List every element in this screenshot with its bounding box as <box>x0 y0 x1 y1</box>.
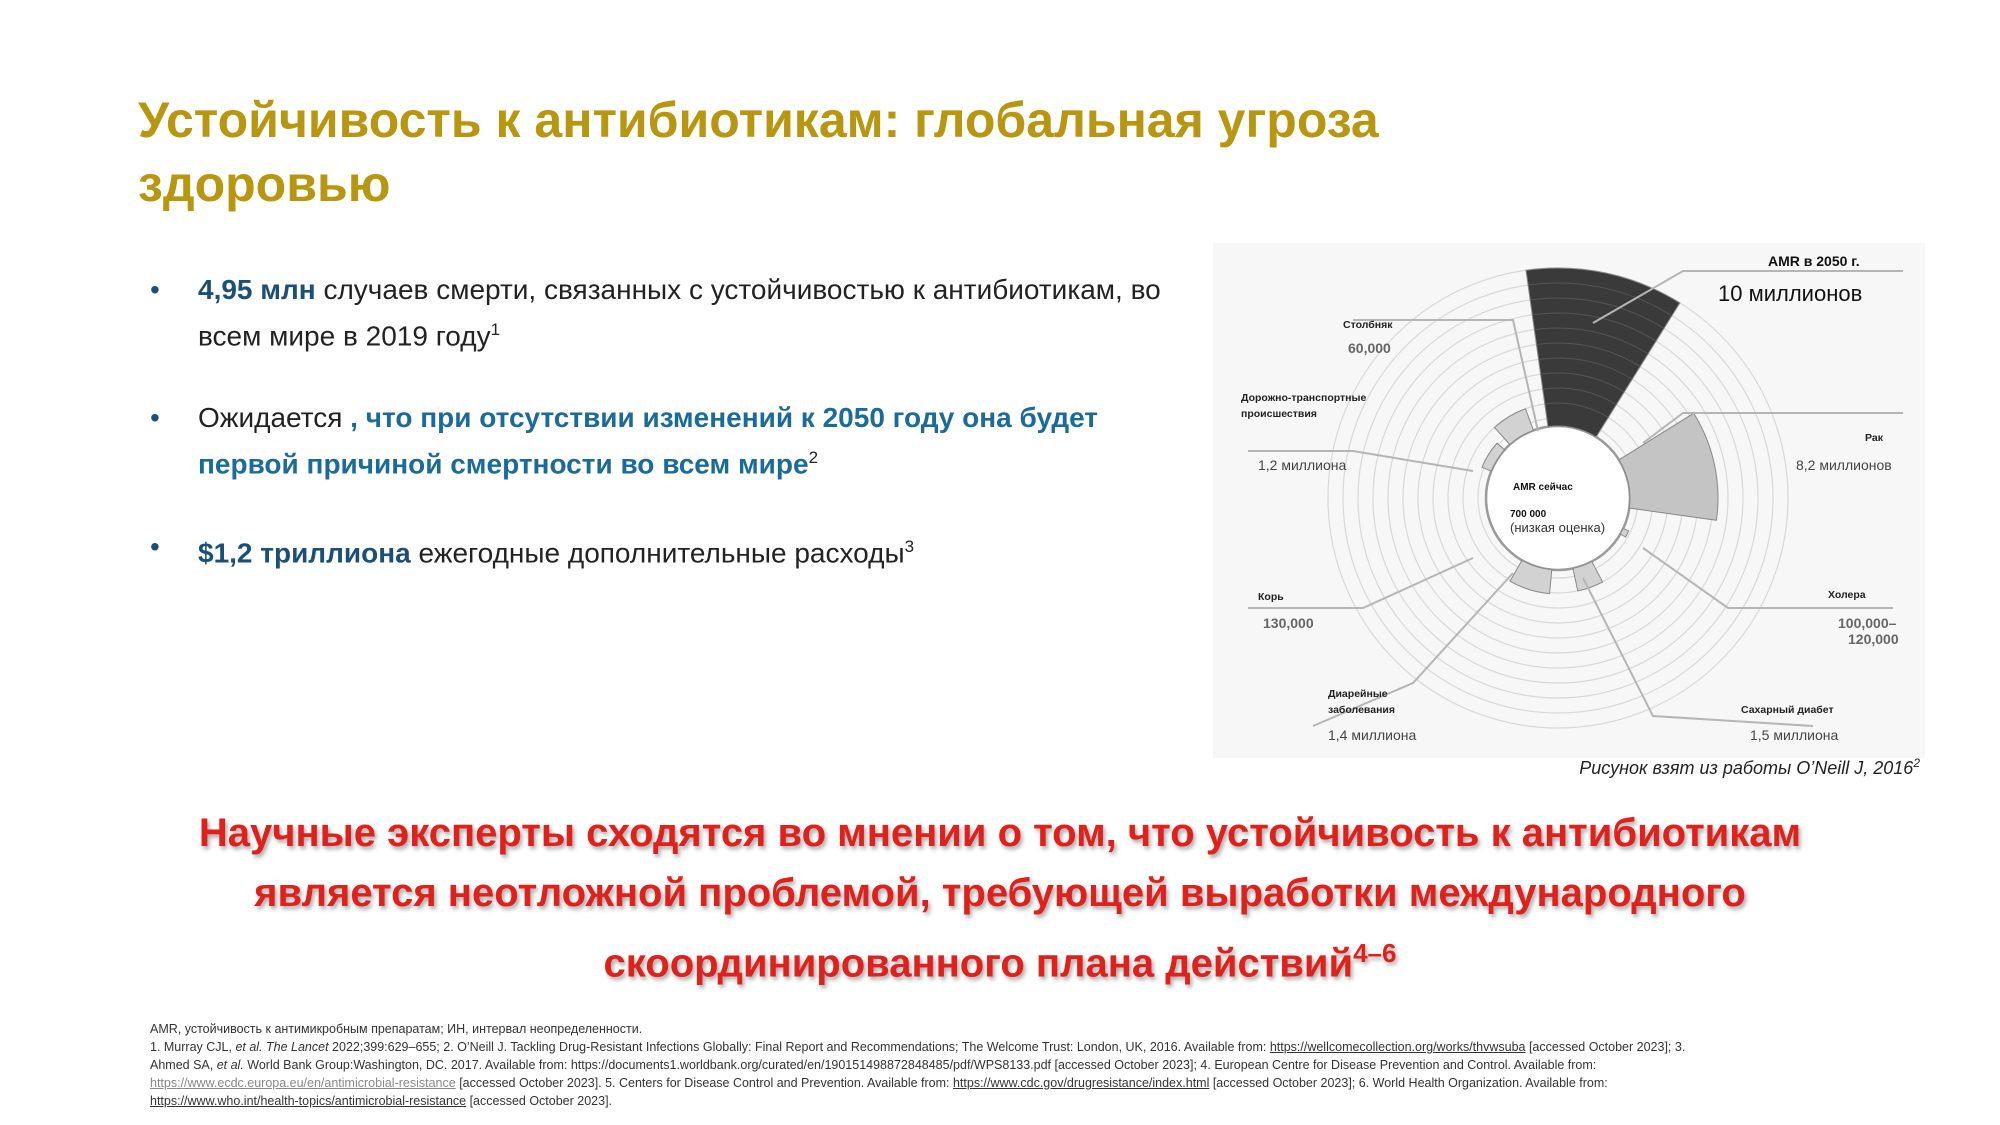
label-amr2050-title: AMR в 2050 г. <box>1768 253 1860 269</box>
conclusion-line-3 <box>80 923 1920 993</box>
label-cholera-title: Холера <box>1828 589 1866 601</box>
bullet-costs-text: ежегодные дополнительные расходы <box>410 536 905 568</box>
label-cholera-value-2: 120,000 <box>1848 631 1899 647</box>
page-title: Устойчивость к антибиотикам: глобальная угроза здоровью <box>138 92 1379 212</box>
label-diarrhea-title-1: Диарейные <box>1328 688 1388 700</box>
sector-cancer <box>1619 413 1718 520</box>
bullet-deaths-text: случаев смерти, связанных с устойчивостью к антибиотикам, во всем мире в 2019 году <box>198 274 1161 352</box>
references-abbreviations: AMR, устойчивость к антимикробным препаратам; ИН, интервал неопределенности. <box>150 1022 643 1036</box>
ref-link-who[interactable]: https://www.who.int/health-topics/antimicrobial-resistance <box>150 1094 467 1108</box>
label-cancer-title: Рак <box>1865 432 1883 444</box>
ref-text: 1. Murray CJL, <box>150 1040 236 1054</box>
references-line-4 <box>150 1074 1850 1092</box>
references-line-2 <box>150 1038 1850 1056</box>
label-amr-now-title: AMR сейчас <box>1513 482 1573 493</box>
figure-caption-sup: 2 <box>1913 756 1920 770</box>
sector-amr-2050 <box>1526 268 1680 437</box>
ref-text: [accessed October 2023]; 6. World Health Organization. Available from: <box>1209 1076 1608 1090</box>
bullet-dot: • <box>150 402 160 434</box>
references-line-3 <box>150 1056 1850 1074</box>
label-diabetes-value: 1,5 миллиона <box>1750 727 1839 743</box>
label-diarrhea-value: 1,4 миллиона <box>1328 727 1417 743</box>
label-measles-value: 130,000 <box>1263 615 1314 631</box>
bullet-forecast-text: Ожидается <box>198 402 343 434</box>
diagram-center-circle <box>1486 426 1630 570</box>
label-diabetes-title: Сахарный диабет <box>1741 704 1834 716</box>
bullet-deaths-sup: 1 <box>490 320 501 339</box>
ref-text: [accessed October 2023]. <box>466 1094 613 1108</box>
bullet-costs <box>150 527 1190 573</box>
references-line-5 <box>150 1092 1850 1110</box>
figure-caption-text: Рисунок взят из работы O’Neill J, 2016 <box>1579 758 1914 778</box>
ref-text: 2022;399:629–655; 2. O’Neill J. Tackling Drug-Resistant Infections Globally: Final Report and Recommendations; The Welcome Trust: London, UK, 2016. Available from: <box>328 1040 1270 1054</box>
label-tetanus-title: Столбняк <box>1343 319 1393 331</box>
conclusion-line-2: является неотложной проблемой, требующей выработки международного <box>254 871 1746 915</box>
figure-caption <box>1450 756 1920 779</box>
bullet-dot: • <box>150 274 160 305</box>
label-amr2050-value: 10 миллионов <box>1718 281 1863 306</box>
ref-text: Ahmed SA, <box>150 1058 217 1072</box>
label-cancer-value: 8,2 миллионов <box>1796 457 1892 473</box>
bullet-costs-sup: 3 <box>904 536 915 556</box>
label-road-title-2: происшествия <box>1241 408 1317 420</box>
bullet-deaths-strong: 4,95 млн <box>198 274 316 305</box>
conclusion-line-3-text: скоординированного плана действий <box>603 941 1354 986</box>
amr-radial-diagram <box>1213 243 1925 758</box>
label-amr-now-value: 700 000 <box>1510 509 1547 520</box>
ref-link-cdc[interactable]: https://www.cdc.gov/drugresistance/index.html <box>952 1076 1210 1090</box>
bullet-forecast-sup: 2 <box>808 448 819 468</box>
ref-italic: et al. <box>216 1058 244 1072</box>
ref-text: [accessed October 2023]. 5. Centers for Disease Control and Prevention. Available from: <box>455 1076 953 1090</box>
label-cholera-value-1: 100,000– <box>1838 615 1897 631</box>
bullet-dot: • <box>150 530 160 562</box>
amr-deaths-figure <box>1213 243 1925 758</box>
ref-text: [accessed October 2023]; 3. <box>1525 1040 1686 1054</box>
ref-text: World Bank Group:Washington, DC. 2017. Available from: https://documents1.worldbank.org/curated/en/190151498872848485/pdf/WPS8133.pdf [accessed October 2023]; 4. European Centre for Disease Prevention and Control. Available from: <box>243 1058 1597 1072</box>
conclusion-line-1: Научные эксперты сходятся во мнении о том, что устойчивость к антибиотикам <box>198 811 1802 855</box>
conclusion-sup: 4–6 <box>1353 938 1397 968</box>
conclusion-statement <box>80 803 1920 993</box>
label-diarrhea-title-2: заболевания <box>1328 704 1396 716</box>
label-tetanus-value: 60,000 <box>1348 340 1391 356</box>
bullet-costs-strong: $1,2 триллиона <box>198 536 411 568</box>
bullet-deaths <box>150 270 1190 356</box>
ref-link-wellcome[interactable]: https://wellcomecollection.org/works/thvwsuba <box>1269 1040 1526 1054</box>
label-road-title-1: Дорожно-транспортные <box>1241 392 1367 404</box>
label-measles-title: Корь <box>1258 591 1284 603</box>
label-amr-now-note: (низкая оценка) <box>1510 520 1606 535</box>
ref-italic: et al. The Lancet <box>235 1040 329 1054</box>
bullet-forecast <box>150 398 1190 484</box>
bullet-list <box>150 270 1190 615</box>
bullet-forecast-strong: , что при отсутствии изменений к 2050 году она будет первой причиной смертности во всем мире <box>198 402 1099 480</box>
references <box>150 1020 1850 1110</box>
label-road-value: 1,2 миллиона <box>1258 457 1347 473</box>
ref-link-ecdc[interactable]: https://www.ecdc.europa.eu/en/antimicrobial-resistance <box>150 1076 456 1090</box>
